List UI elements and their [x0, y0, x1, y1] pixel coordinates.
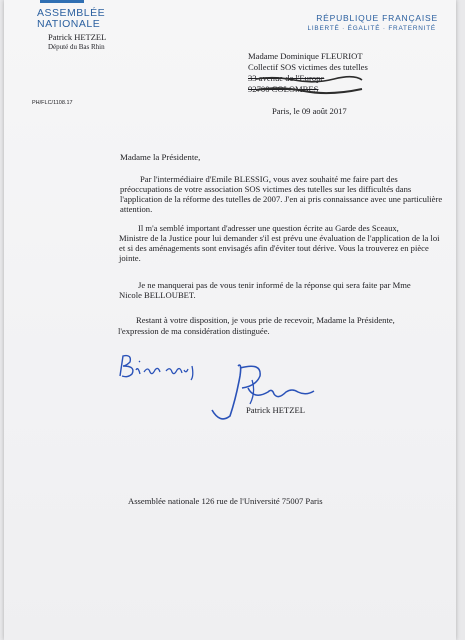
republique-line1: RÉPUBLIQUE FRANÇAISE — [316, 13, 438, 23]
assemblee-logo-bar — [40, 0, 84, 3]
deputy-name: Patrick HETZEL — [48, 32, 107, 42]
assemblee-logo-line2: NATIONALE — [37, 18, 101, 30]
reference-code: PH/FLC/1108.17 — [32, 100, 73, 106]
redaction-scribble — [254, 74, 364, 101]
assemblee-logo-line1: ASSEMBLÉE — [37, 7, 106, 19]
paragraph-2-line3: et si des aménagements sont envisagés afin d'éviter tout dérive. Vous la trouverez en pièce — [119, 243, 429, 253]
paragraph-1-line4: attention. — [120, 204, 153, 214]
paragraph-2-line2: Ministre de la Justice pour lui demander s'il est prévu une évaluation de l'application de la loi — [119, 233, 440, 243]
salutation: Madame la Présidente, — [120, 152, 201, 162]
footer-address: Assemblée nationale 126 rue de l'Université 75007 Paris — [128, 496, 323, 506]
paragraph-2-line4: jointe. — [119, 253, 141, 263]
recipient-org: Collectif SOS victimes des tutelles — [248, 62, 368, 72]
paragraph-3-line1: Je ne manquerai pas de vous tenir informé de la réponse qui sera faite par Mme — [138, 280, 411, 290]
recipient-address-line1: 33 avenue de l'Europe — [248, 73, 325, 83]
signature-name: Patrick HETZEL — [246, 405, 305, 415]
paragraph-1-line3: l'application de la réforme des tutelles de 2007. J'en ai pris connaissance avec une particulière — [120, 194, 443, 204]
signature-mark — [190, 358, 340, 433]
date-line: Paris, le 09 août 2017 — [272, 106, 347, 116]
letter-page — [4, 0, 456, 640]
recipient-name: Madame Dominique FLEURIOT — [248, 51, 363, 61]
paragraph-2-line1: Il m'a semblé important d'adresser une question écrite au Garde des Sceaux, — [138, 223, 399, 233]
paragraph-4-line2: l'expression de ma considération distinguée. — [118, 326, 270, 336]
paragraph-3-line2: Nicole BELLOUBET. — [119, 290, 196, 300]
paragraph-1-line1: Par l'intermédiaire d'Emile BLESSIG, vous avez souhaité me faire part des — [140, 174, 398, 184]
paragraph-1-line2: préoccupations de votre association SOS victimes des tutelles sur les difficultés dans — [120, 184, 412, 194]
paragraph-4-line1: Restant à votre disposition, je vous prie de recevoir, Madame la Présidente, — [136, 315, 395, 325]
recipient-address-line2: 92700 COLOMBES — [248, 84, 319, 94]
deputy-title: Député du Bas Rhin — [48, 43, 105, 51]
republique-line2: LIBERTÉ · ÉGALITÉ · FRATERNITÉ — [307, 25, 436, 32]
